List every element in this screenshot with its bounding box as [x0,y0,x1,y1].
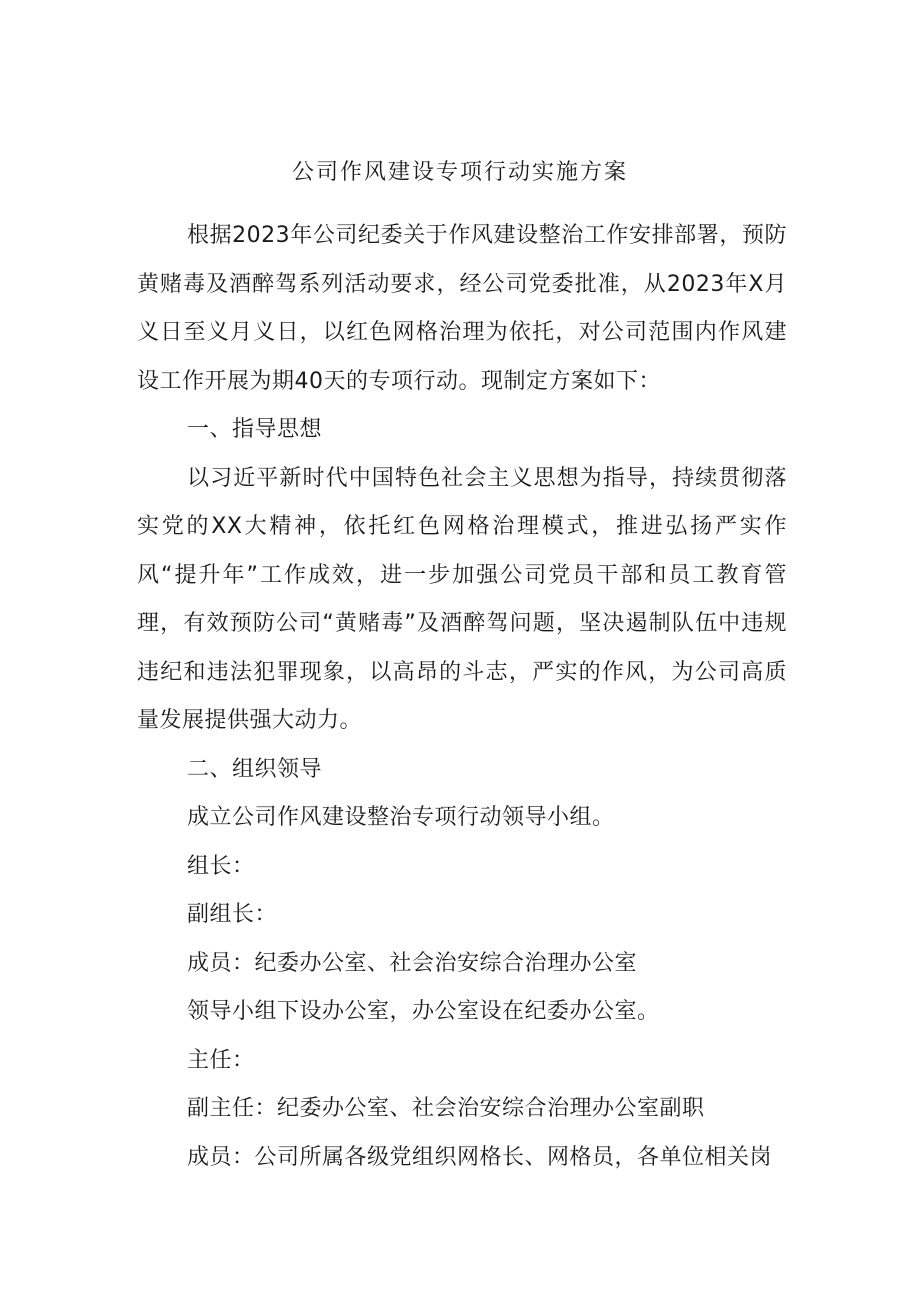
org-line-group-leader: 组长： [187,853,255,879]
section-heading-organization: 二、组织领导 [187,756,323,782]
document-body [137,212,787,1182]
org-line-members: 成员：纪委办公室、社会治安综合治理办公室 [187,950,638,976]
document-title: 公司作风建设专项行动实施方案 [291,160,628,185]
section-heading-guiding-ideology: 一、指导思想 [187,417,323,442]
intro-paragraph: 根据2023年公司纪委关于作风建设整治工作安排部署，预防黄赌毒及酒醉驾系列活动要求，经公司党委批准，从2023年X月义日至义月义日，以红色网格治理为依托，对公司范围内作风建设工作开展为期40天的专项行动。现制定方案如下： [137,223,787,394]
org-line-director: 主任： [187,1047,255,1073]
org-line-group-established: 成立公司作风建设整治专项行动领导小组。 [187,805,615,830]
org-line-deputy-group-leader: 副组长： [187,902,278,927]
guiding-ideology-paragraph: 以习近平新时代中国特色社会主义思想为指导，持续贯彻落实党的XX大精神，依托红色网格治理模式，推进弘扬严实作风“提升年”工作成效，进一步加强公司党员干部和员工教育管理，有效预防公司“黄赌毒”及酒醉驾问题，坚决遏制队伍中违规违纪和违法犯罪现象，以高昂的斗志，严实的作风，为公司高质量发展提供强大动力。 [137,465,787,733]
org-line-office: 领导小组下设办公室，办公室设在纪委办公室。 [187,999,660,1024]
org-line-deputy-director: 副主任：纪委办公室、社会治安综合治理办公室副职 [187,1096,705,1121]
org-line-office-members: 成员：公司所属各级党组织网格长、网格员，各单位相关岗 [187,1144,773,1170]
